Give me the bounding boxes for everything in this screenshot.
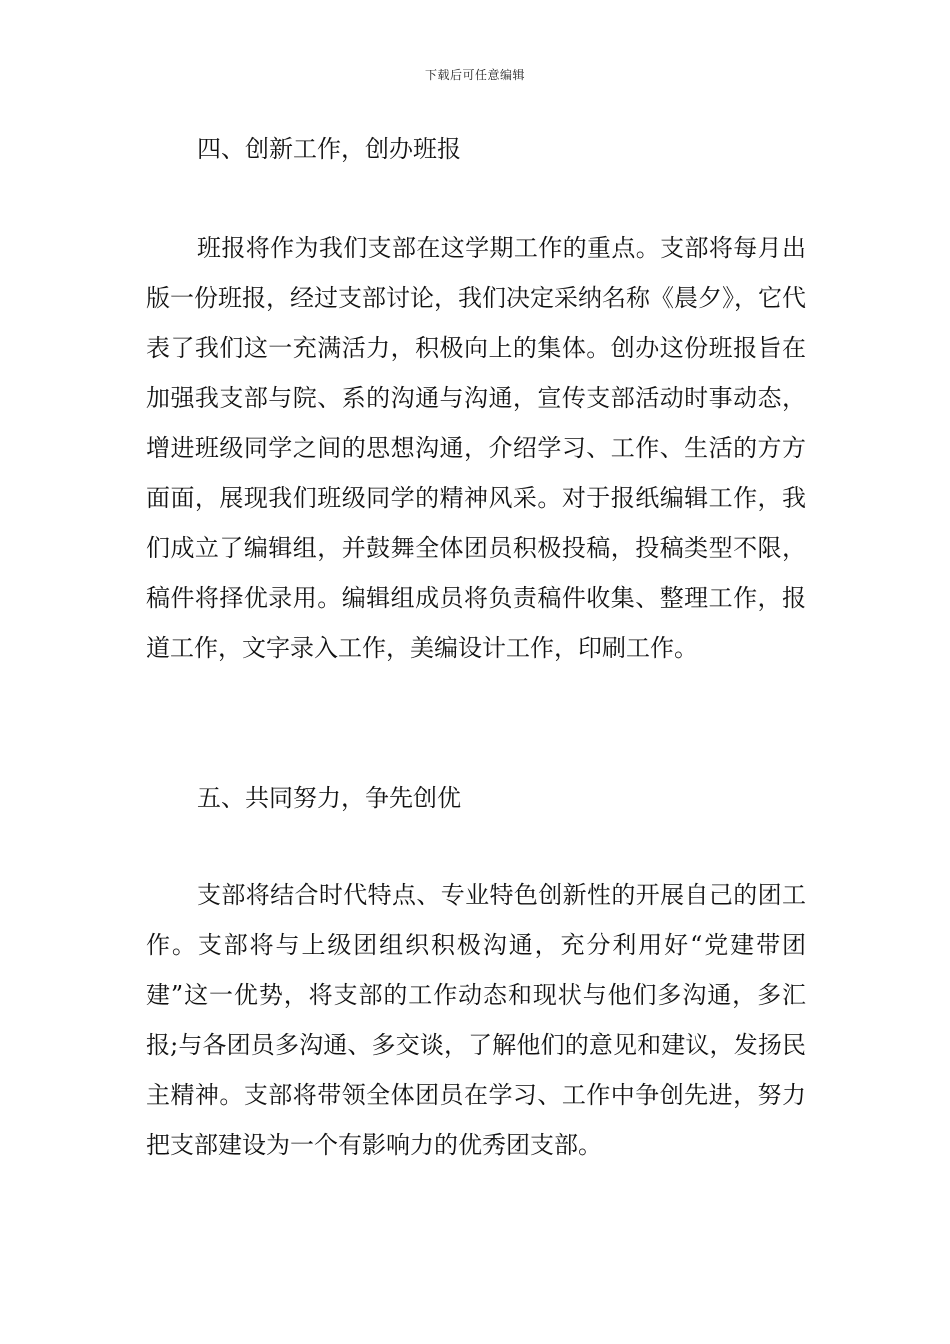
section-paragraph-5: 支部将结合时代特点、专业特色创新性的开展自己的团工作。支部将与上级团组织积极沟通，充分利用好“党建带团建”这一优势，将支部的工作动态和现状与他们多沟通，多汇报;与各团员多沟通、多交谈，了解他们的意见和建议，发扬民主精神。支部将带领全体团员在学习、工作中争创先进，努力把支部建设为一个有影响力的优秀团支部。 [146,881,806,1159]
section-heading-5: 五、共同努力，争先创优 [197,784,461,812]
page-header-note: 下载后可任意编辑 [424,68,525,82]
section-paragraph-4: 班报将作为我们支部在这学期工作的重点。支部将每月出版一份班报，经过支部讨论，我们决定采纳名称《晨夕》，它代表了我们这一充满活力，积极向上的集体。创办这份班报旨在加强我支部与院、系的沟通与沟通，宣传支部活动时事动态，增进班级同学之间的思想沟通，介绍学习、工作、生活的方方面面，展现我们班级同学的精神风采。对于报纸编辑工作，我们成立了编辑组，并鼓舞全体团员积极投稿，投稿类型不限，稿件将择优录用。编辑组成员将负责稿件收集、整理工作，报道工作，文字录入工作，美编设计工作，印刷工作。 [146,234,806,662]
section-heading-4: 四、创新工作，创办班报 [197,135,461,163]
